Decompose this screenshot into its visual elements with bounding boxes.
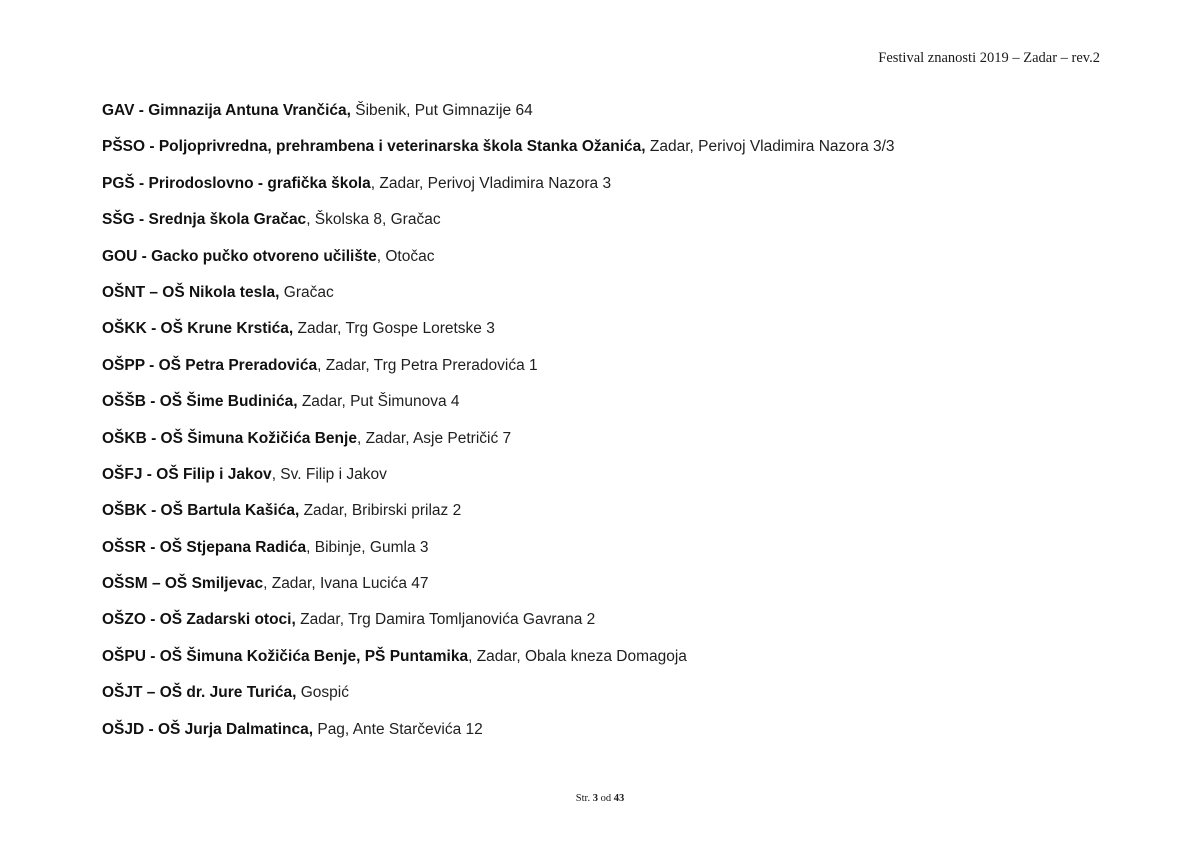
school-address: , Zadar, Perivoj Vladimira Nazora 3 bbox=[370, 174, 612, 192]
school-address: , Zadar, Trg Petra Preradovića 1 bbox=[317, 356, 538, 374]
list-item bbox=[102, 499, 895, 535]
list-item bbox=[102, 608, 895, 644]
total-page-count: 43 bbox=[613, 793, 625, 804]
school-address: Zadar, Trg Damira Tomljanovića Gavrana 2 bbox=[295, 611, 596, 629]
list-item bbox=[102, 681, 895, 717]
school-name: OŠSM – OŠ Smiljevac bbox=[102, 575, 264, 593]
list-item bbox=[102, 572, 895, 608]
school-address: Gračac bbox=[279, 283, 334, 301]
school-address: Pag, Ante Starčevića 12 bbox=[313, 720, 483, 738]
school-address: , Zadar, Ivana Lucića 47 bbox=[263, 575, 429, 593]
list-item bbox=[102, 390, 895, 426]
school-address: , Bibinje, Gumla 3 bbox=[306, 538, 429, 556]
list-item bbox=[102, 135, 895, 171]
school-name: GAV - Gimnazija Antuna Vrančića, bbox=[102, 102, 351, 119]
school-name: OŠZO - OŠ Zadarski otoci, bbox=[102, 611, 296, 629]
school-name: GOU - Gacko pučko otvoreno učilište bbox=[102, 247, 377, 265]
footer-middle: od bbox=[597, 793, 614, 804]
school-name: OŠBK - OŠ Bartula Kašića, bbox=[102, 502, 300, 520]
school-name: OŠKB - OŠ Šimuna Kožičića Benje bbox=[102, 429, 357, 447]
page-footer bbox=[0, 793, 1200, 804]
school-name: OŠNT – OŠ Nikola tesla, bbox=[102, 283, 280, 301]
list-item bbox=[102, 645, 895, 681]
school-address: , Otočac bbox=[376, 247, 435, 265]
school-address: Zadar, Put Šimunova 4 bbox=[297, 393, 460, 411]
school-name: OŠSR - OŠ Stjepana Radića bbox=[102, 538, 307, 556]
list-item bbox=[102, 281, 895, 317]
list-item bbox=[102, 536, 895, 572]
school-address: , Zadar, Obala kneza Domagoja bbox=[468, 647, 687, 665]
list-item bbox=[102, 208, 895, 244]
list-item bbox=[102, 172, 895, 208]
school-address: , Sv. Filip i Jakov bbox=[271, 465, 387, 483]
list-item bbox=[102, 317, 895, 353]
school-name: SŠG - Srednja škola Gračac bbox=[102, 211, 307, 229]
school-address: Zadar, Trg Gospe Loretske 3 bbox=[293, 320, 495, 338]
school-address: Šibenik, Put Gimnazije 64 bbox=[350, 102, 533, 119]
school-name: OŠKK - OŠ Krune Krstića, bbox=[102, 320, 294, 338]
list-item bbox=[102, 354, 895, 390]
school-name: OŠŠB - OŠ Šime Budinića, bbox=[102, 393, 298, 411]
school-name: OŠJT – OŠ dr. Jure Turića, bbox=[102, 684, 297, 702]
school-address: , Zadar, Asje Petričić 7 bbox=[356, 429, 512, 447]
page-header: Festival znanosti 2019 – Zadar – rev.2 bbox=[878, 50, 1100, 66]
school-address: , Školska 8, Gračac bbox=[306, 211, 441, 229]
school-name: PŠSO - Poljoprivredna, prehrambena i veterinarska škola Stanka Ožanića, bbox=[102, 138, 646, 156]
current-page-number: 3 bbox=[592, 793, 598, 804]
school-address: Zadar, Perivoj Vladimira Nazora 3/3 bbox=[645, 138, 895, 156]
school-name: OŠJD - OŠ Jurja Dalmatinca, bbox=[102, 720, 314, 738]
list-item bbox=[102, 99, 895, 135]
list-item bbox=[102, 427, 895, 463]
list-item bbox=[102, 718, 895, 754]
school-name: OŠFJ - OŠ Filip i Jakov bbox=[102, 465, 272, 483]
footer-prefix: Str. bbox=[575, 793, 593, 804]
school-address: Gospić bbox=[296, 684, 349, 702]
list-item bbox=[102, 463, 895, 499]
school-name: PGŠ - Prirodoslovno - grafička škola bbox=[102, 174, 371, 192]
school-list bbox=[102, 99, 895, 754]
school-address: Zadar, Bribirski prilaz 2 bbox=[299, 502, 462, 520]
list-item bbox=[102, 245, 895, 281]
school-name: OŠPU - OŠ Šimuna Kožičića Benje, PŠ Puntamika bbox=[102, 647, 469, 665]
school-name: OŠPP - OŠ Petra Preradovića bbox=[102, 356, 318, 374]
